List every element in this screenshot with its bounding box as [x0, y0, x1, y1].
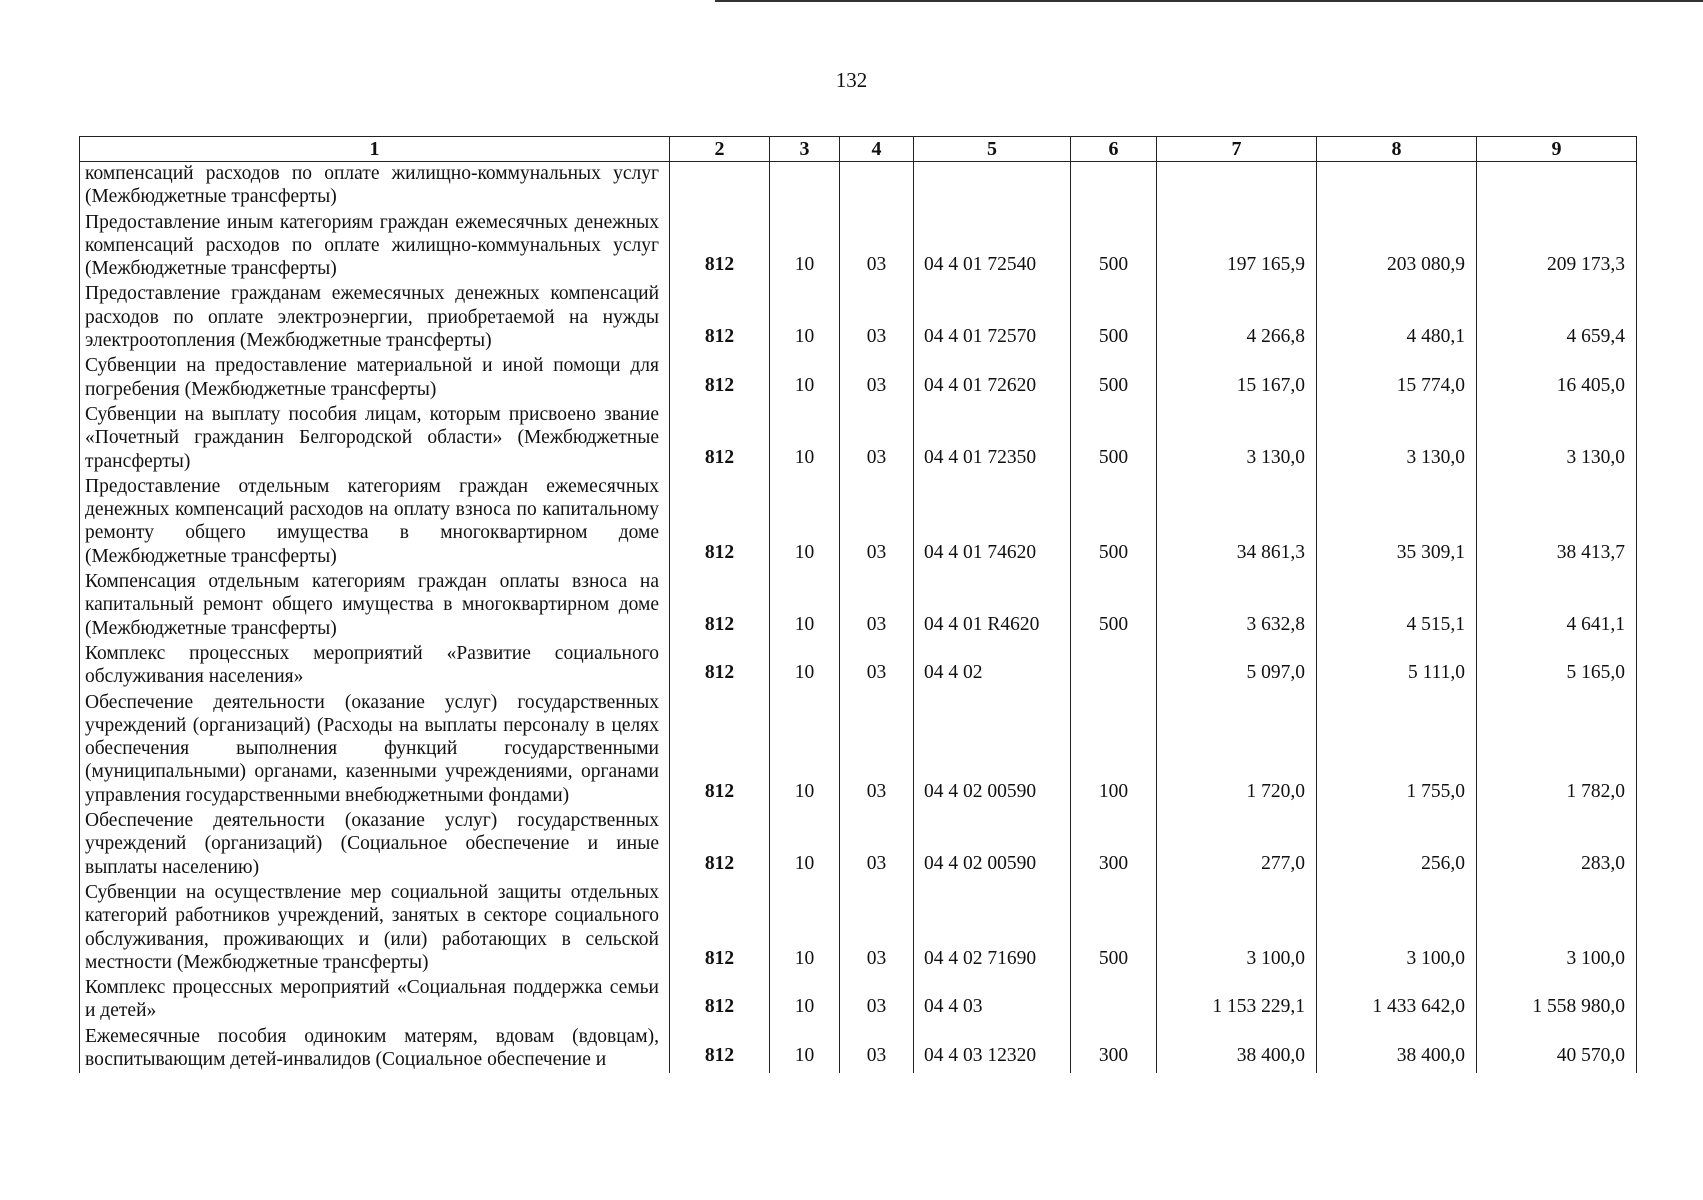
table-row [80, 403, 1637, 475]
section-code [770, 162, 840, 211]
header-row [80, 137, 1637, 162]
section-code: 10 [770, 1025, 840, 1074]
amount-col-7: 3 100,0 [1157, 881, 1317, 976]
table-row [80, 354, 1637, 403]
expense-type-code: 300 [1071, 809, 1157, 881]
table-row [80, 475, 1637, 570]
subsection-code: 03 [840, 881, 914, 976]
target-article-code [914, 162, 1071, 211]
amount-col-9: 5 165,0 [1477, 642, 1637, 691]
amount-col-9: 209 173,3 [1477, 211, 1637, 283]
subsection-code: 03 [840, 570, 914, 642]
amount-col-8: 4 515,1 [1317, 570, 1477, 642]
ministry-code: 812 [670, 211, 770, 283]
row-description: Субвенции на предоставление материальной и иной помощи для погребения (Межбюджетные трансферты) [80, 354, 670, 403]
column-header-4: 4 [840, 137, 914, 162]
amount-col-8: 35 309,1 [1317, 475, 1477, 570]
column-header-8: 8 [1317, 137, 1477, 162]
scan-top-rule [715, 0, 1703, 2]
column-header-1: 1 [80, 137, 670, 162]
target-article-code: 04 4 01 72570 [914, 282, 1071, 354]
expense-type-code: 500 [1071, 881, 1157, 976]
section-code: 10 [770, 881, 840, 976]
target-article-code: 04 4 02 00590 [914, 691, 1071, 809]
amount-col-9: 38 413,7 [1477, 475, 1637, 570]
target-article-code: 04 4 02 00590 [914, 809, 1071, 881]
target-article-code: 04 4 03 [914, 976, 1071, 1025]
budget-table [79, 136, 1637, 1073]
section-code: 10 [770, 642, 840, 691]
expense-type-code: 500 [1071, 403, 1157, 475]
row-description: Ежемесячные пособия одиноким матерям, вдовам (вдовцам), воспитывающим детей-инвалидов (Социальное обеспечение и [80, 1025, 670, 1074]
ministry-code: 812 [670, 354, 770, 403]
table-row [80, 642, 1637, 691]
section-code: 10 [770, 691, 840, 809]
ministry-code: 812 [670, 976, 770, 1025]
section-code: 10 [770, 475, 840, 570]
amount-col-9 [1477, 162, 1637, 211]
amount-col-8 [1317, 162, 1477, 211]
section-code: 10 [770, 211, 840, 283]
column-header-2: 2 [670, 137, 770, 162]
column-header-5: 5 [914, 137, 1071, 162]
target-article-code: 04 4 02 [914, 642, 1071, 691]
amount-col-9: 1 558 980,0 [1477, 976, 1637, 1025]
amount-col-7: 38 400,0 [1157, 1025, 1317, 1074]
amount-col-8: 256,0 [1317, 809, 1477, 881]
amount-col-9: 16 405,0 [1477, 354, 1637, 403]
amount-col-7: 1 153 229,1 [1157, 976, 1317, 1025]
target-article-code: 04 4 01 74620 [914, 475, 1071, 570]
amount-col-7: 1 720,0 [1157, 691, 1317, 809]
subsection-code: 03 [840, 282, 914, 354]
amount-col-8: 3 130,0 [1317, 403, 1477, 475]
amount-col-7 [1157, 162, 1317, 211]
ministry-code [670, 162, 770, 211]
table-body [80, 162, 1637, 1074]
table-row [80, 570, 1637, 642]
amount-col-9: 40 570,0 [1477, 1025, 1637, 1074]
column-header-7: 7 [1157, 137, 1317, 162]
subsection-code: 03 [840, 976, 914, 1025]
subsection-code: 03 [840, 354, 914, 403]
amount-col-8: 1 433 642,0 [1317, 976, 1477, 1025]
row-description: Субвенции на осуществление мер социальной защиты отдельных категорий работников учреждений, занятых в секторе социального обслуживания, проживающих и (или) работающих в сельской местности (Межбюджетные трансферты) [80, 881, 670, 976]
table-row [80, 282, 1637, 354]
ministry-code: 812 [670, 881, 770, 976]
expense-type-code [1071, 162, 1157, 211]
amount-col-8: 4 480,1 [1317, 282, 1477, 354]
table-row [80, 691, 1637, 809]
row-description: Комплекс процессных мероприятий «Развитие социального обслуживания населения» [80, 642, 670, 691]
row-description: Компенсация отдельным категориям граждан оплаты взноса на капитальный ремонт общего имущества в многоквартирном доме (Межбюджетные трансферты) [80, 570, 670, 642]
row-description: Обеспечение деятельности (оказание услуг) государственных учреждений (организаций) (Расходы на выплаты персоналу в целях обеспечения выполнения функций государственными (муниципальными) органами, казенными учреждениями, органами управления государственными внебюджетными фондами) [80, 691, 670, 809]
target-article-code: 04 4 01 72350 [914, 403, 1071, 475]
subsection-code: 03 [840, 809, 914, 881]
amount-col-9: 283,0 [1477, 809, 1637, 881]
ministry-code: 812 [670, 809, 770, 881]
amount-col-7: 15 167,0 [1157, 354, 1317, 403]
column-header-9: 9 [1477, 137, 1637, 162]
table-row [80, 881, 1637, 976]
ministry-code: 812 [670, 642, 770, 691]
row-description: компенсаций расходов по оплате жилищно-коммунальных услуг (Межбюджетные трансферты) [80, 162, 670, 211]
subsection-code [840, 162, 914, 211]
amount-col-7: 5 097,0 [1157, 642, 1317, 691]
target-article-code: 04 4 01 R4620 [914, 570, 1071, 642]
ministry-code: 812 [670, 475, 770, 570]
row-description: Предоставление гражданам ежемесячных денежных компенсаций расходов по оплате электроэнергии, приобретаемой на нужды электроотопления (Межбюджетные трансферты) [80, 282, 670, 354]
ministry-code: 812 [670, 282, 770, 354]
ministry-code: 812 [670, 570, 770, 642]
ministry-code: 812 [670, 1025, 770, 1074]
amount-col-7: 4 266,8 [1157, 282, 1317, 354]
table-header [80, 137, 1637, 162]
amount-col-9: 4 659,4 [1477, 282, 1637, 354]
row-description: Комплекс процессных мероприятий «Социальная поддержка семьи и детей» [80, 976, 670, 1025]
section-code: 10 [770, 403, 840, 475]
column-header-3: 3 [770, 137, 840, 162]
table-row [80, 976, 1637, 1025]
expense-type-code: 100 [1071, 691, 1157, 809]
amount-col-8: 203 080,9 [1317, 211, 1477, 283]
section-code: 10 [770, 354, 840, 403]
amount-col-8: 38 400,0 [1317, 1025, 1477, 1074]
amount-col-8: 1 755,0 [1317, 691, 1477, 809]
amount-col-7: 197 165,9 [1157, 211, 1317, 283]
row-description: Субвенции на выплату пособия лицам, которым присвоено звание «Почетный гражданин Белгородской области» (Межбюджетные трансферты) [80, 403, 670, 475]
amount-col-9: 4 641,1 [1477, 570, 1637, 642]
table-row [80, 162, 1637, 211]
amount-col-7: 3 130,0 [1157, 403, 1317, 475]
amount-col-7: 277,0 [1157, 809, 1317, 881]
expense-type-code [1071, 642, 1157, 691]
expense-type-code: 500 [1071, 475, 1157, 570]
amount-col-8: 5 111,0 [1317, 642, 1477, 691]
target-article-code: 04 4 01 72620 [914, 354, 1071, 403]
expense-type-code: 500 [1071, 570, 1157, 642]
target-article-code: 04 4 03 12320 [914, 1025, 1071, 1074]
section-code: 10 [770, 976, 840, 1025]
row-description: Предоставление иным категориям граждан ежемесячных денежных компенсаций расходов по оплате жилищно-коммунальных услуг (Межбюджетные трансферты) [80, 211, 670, 283]
page-number: 132 [835, 68, 868, 92]
expense-type-code: 300 [1071, 1025, 1157, 1074]
amount-col-9: 1 782,0 [1477, 691, 1637, 809]
section-code: 10 [770, 809, 840, 881]
section-code: 10 [770, 570, 840, 642]
amount-col-9: 3 130,0 [1477, 403, 1637, 475]
amount-col-9: 3 100,0 [1477, 881, 1637, 976]
expense-type-code: 500 [1071, 282, 1157, 354]
ministry-code: 812 [670, 403, 770, 475]
expense-type-code: 500 [1071, 211, 1157, 283]
expense-type-code: 500 [1071, 354, 1157, 403]
row-description: Предоставление отдельным категориям граждан ежемесячных денежных компенсаций расходов на оплату взноса по капитальному ремонту общего имущества в многоквартирном доме (Межбюджетные трансферты) [80, 475, 670, 570]
target-article-code: 04 4 01 72540 [914, 211, 1071, 283]
subsection-code: 03 [840, 691, 914, 809]
subsection-code: 03 [840, 475, 914, 570]
expense-type-code [1071, 976, 1157, 1025]
subsection-code: 03 [840, 211, 914, 283]
subsection-code: 03 [840, 403, 914, 475]
ministry-code: 812 [670, 691, 770, 809]
table-row [80, 1025, 1637, 1074]
amount-col-8: 3 100,0 [1317, 881, 1477, 976]
amount-col-7: 34 861,3 [1157, 475, 1317, 570]
row-description: Обеспечение деятельности (оказание услуг) государственных учреждений (организаций) (Социальное обеспечение и иные выплаты населению) [80, 809, 670, 881]
subsection-code: 03 [840, 642, 914, 691]
table-row [80, 809, 1637, 881]
section-code: 10 [770, 282, 840, 354]
table-row [80, 211, 1637, 283]
amount-col-8: 15 774,0 [1317, 354, 1477, 403]
subsection-code: 03 [840, 1025, 914, 1074]
amount-col-7: 3 632,8 [1157, 570, 1317, 642]
column-header-6: 6 [1071, 137, 1157, 162]
target-article-code: 04 4 02 71690 [914, 881, 1071, 976]
